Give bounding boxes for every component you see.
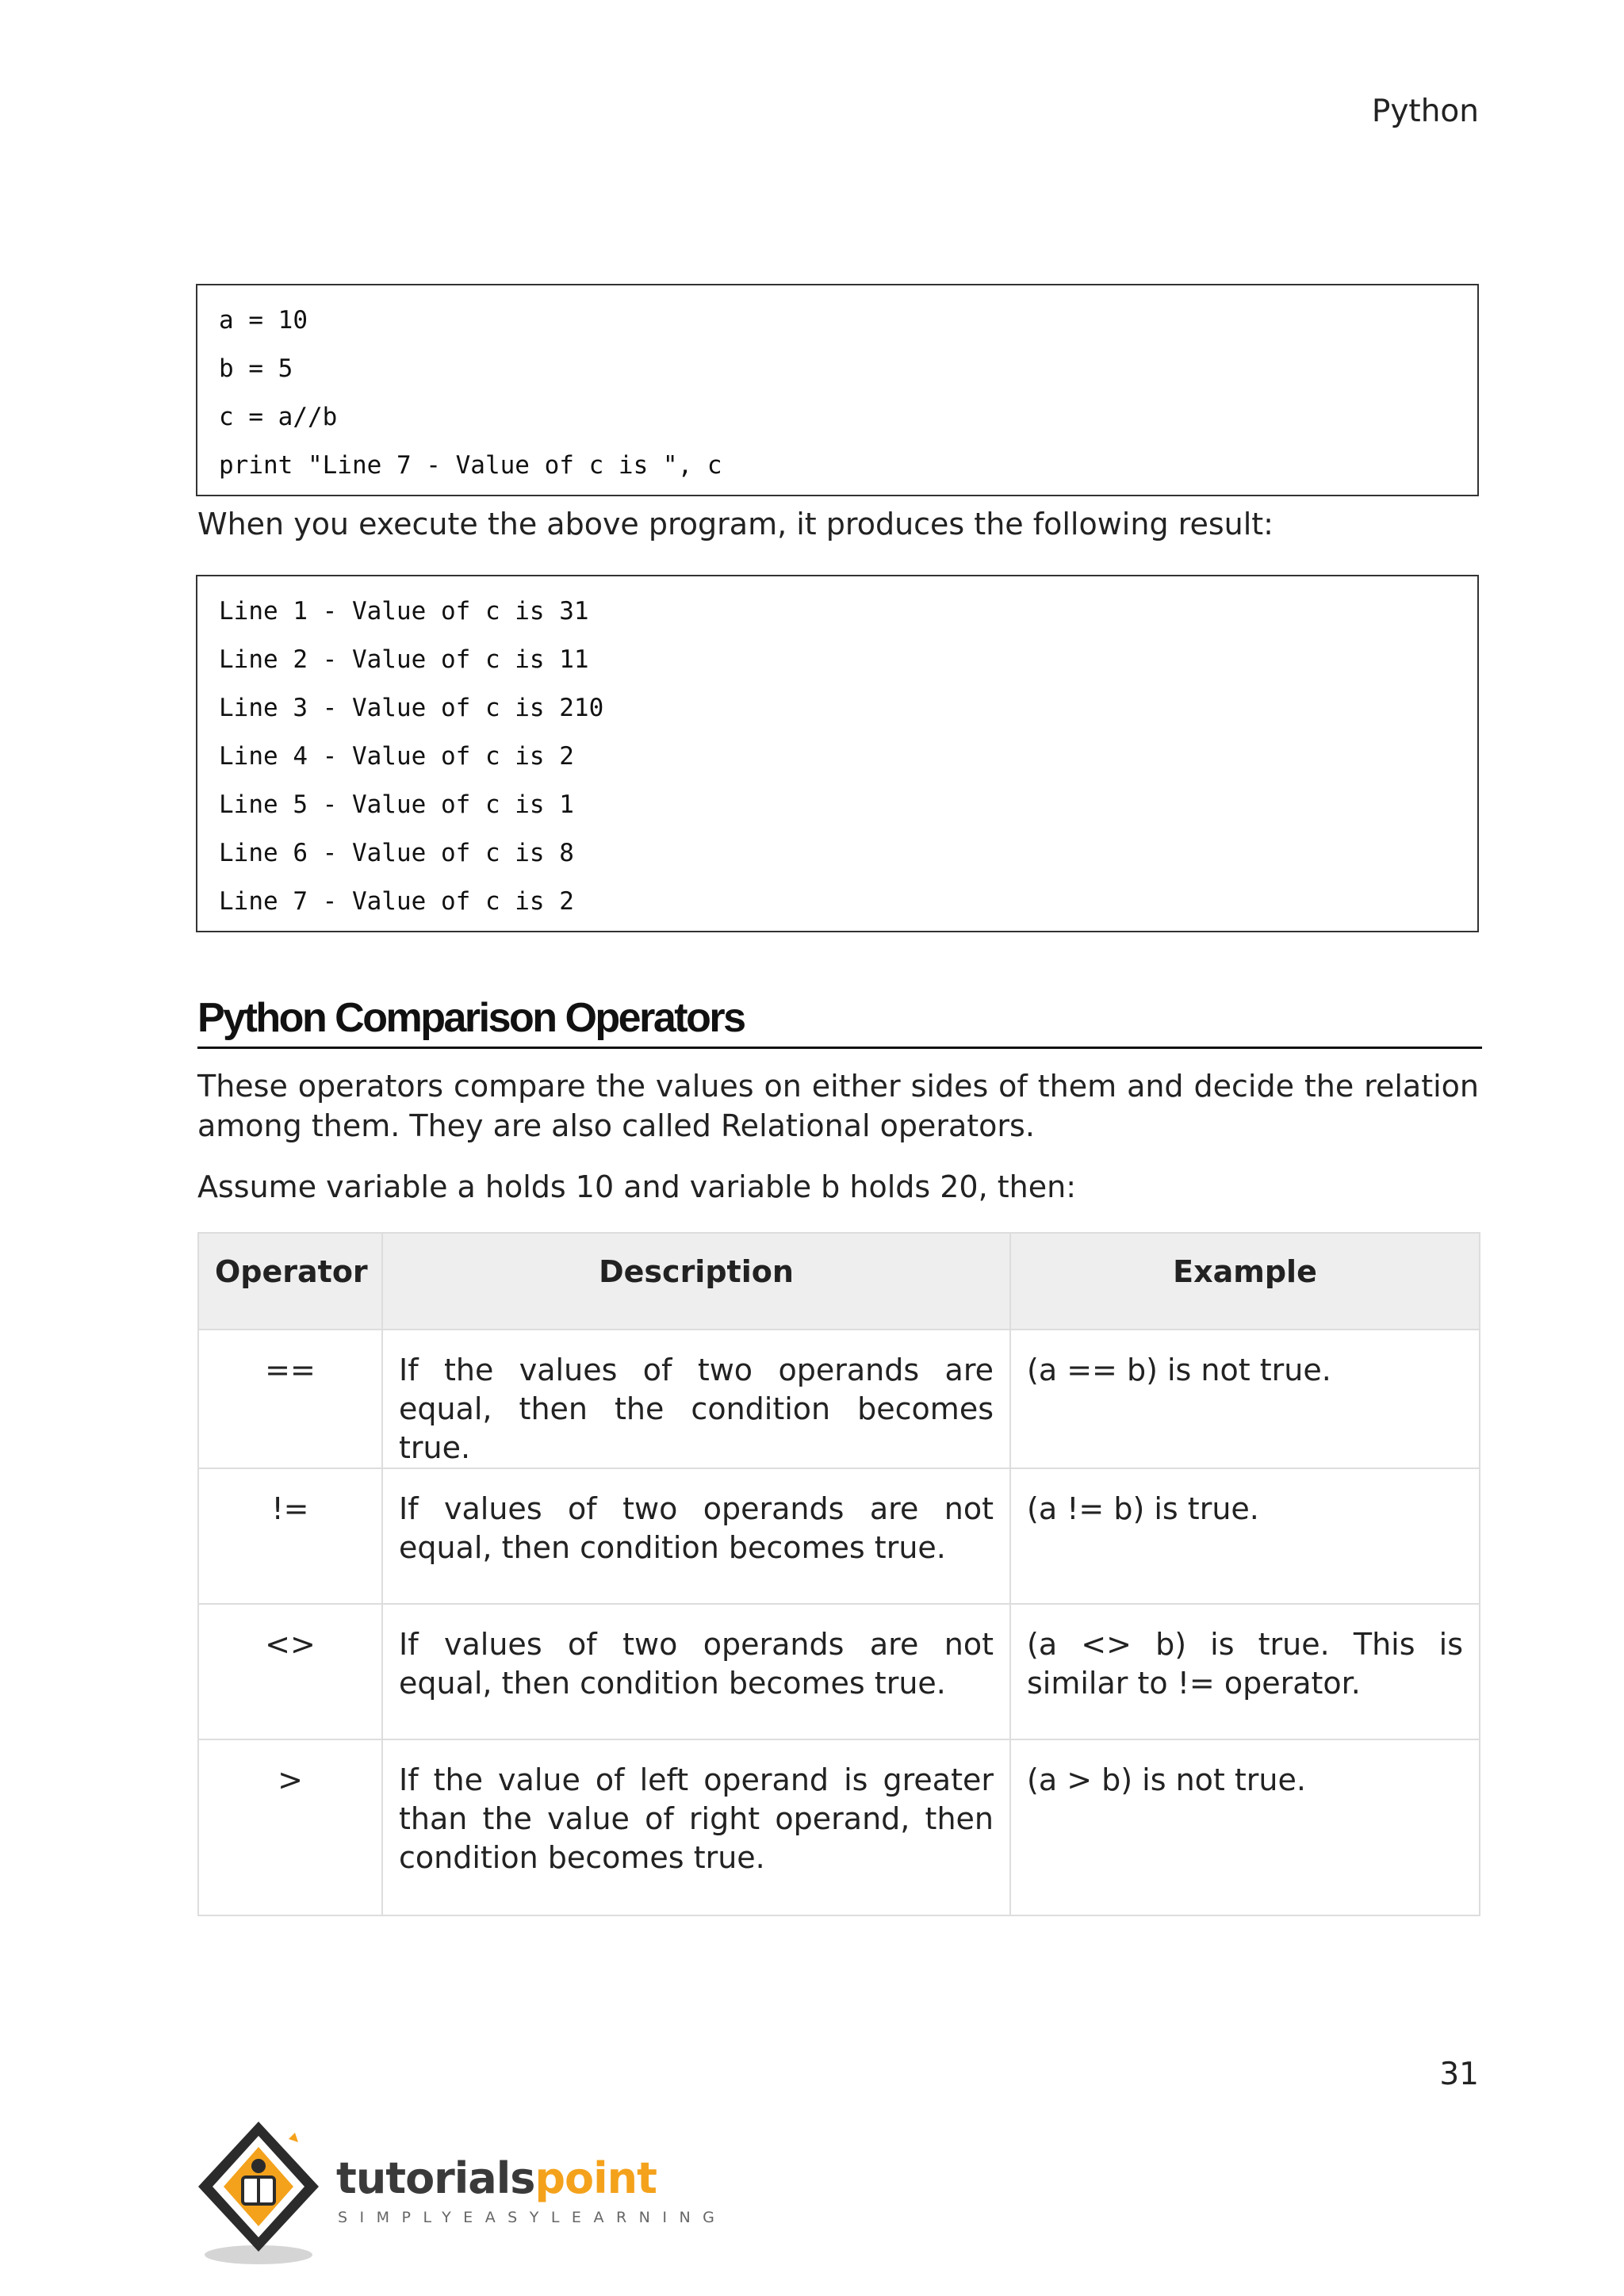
output-line: Line 1 - Value of c is 31 xyxy=(219,597,589,626)
logo-wordmark xyxy=(336,2155,657,2202)
page-number: 31 xyxy=(1439,2057,1479,2092)
code-line: b = 5 xyxy=(219,354,293,383)
output-line: Line 3 - Value of c is 210 xyxy=(219,694,604,722)
operator-cell: <> xyxy=(198,1604,382,1739)
description-cell: If the values of two operands are equal, then the condition becomes true. xyxy=(382,1330,1010,1468)
example-cell: (a <> b) is true. This is similar to != operator. xyxy=(1010,1604,1480,1739)
logo-tagline: SIMPLYEASYLEARNING xyxy=(338,2209,727,2226)
output-line: Line 5 - Value of c is 1 xyxy=(219,790,574,819)
output-line: Line 7 - Value of c is 2 xyxy=(219,887,574,916)
logo-word-point: point xyxy=(534,2153,657,2203)
code-block xyxy=(196,284,1479,496)
output-block xyxy=(196,575,1479,932)
table-row xyxy=(198,1468,1480,1604)
section-intro: These operators compare the values on either sides of them and decide the relation among them. They are also called Relational operators. xyxy=(197,1069,1479,1143)
output-line: Line 4 - Value of c is 2 xyxy=(219,742,574,771)
operator-cell: == xyxy=(198,1330,382,1468)
logo-diamond-icon xyxy=(195,2115,338,2274)
operators-table xyxy=(197,1232,1480,1916)
operator-cell: != xyxy=(198,1468,382,1604)
header-example: Example xyxy=(1010,1233,1480,1330)
running-header: Python xyxy=(1371,94,1479,129)
description-cell: If values of two operands are not equal, then condition becomes true. xyxy=(382,1604,1010,1739)
header-description: Description xyxy=(382,1233,1010,1330)
code-line: a = 10 xyxy=(219,306,308,335)
table-row xyxy=(198,1739,1480,1915)
logo-word-tutorials: tutorials xyxy=(336,2153,535,2203)
header-operator: Operator xyxy=(198,1233,382,1330)
output-line: Line 6 - Value of c is 8 xyxy=(219,839,574,867)
tutorialspoint-logo xyxy=(195,2115,727,2274)
description-cell: If values of two operands are not equal, then condition becomes true. xyxy=(382,1468,1010,1604)
example-cell: (a != b) is true. xyxy=(1010,1468,1480,1604)
output-line: Line 2 - Value of c is 11 xyxy=(219,645,589,674)
code-line: c = a//b xyxy=(219,403,338,431)
result-intro: When you execute the above program, it produces the following result: xyxy=(197,507,1274,541)
table-row xyxy=(198,1604,1480,1739)
description-cell: If the value of left operand is greater than the value of right operand, then condition becomes true. xyxy=(382,1739,1010,1915)
example-cell: (a > b) is not true. xyxy=(1010,1739,1480,1915)
table-header-row xyxy=(198,1233,1480,1330)
code-line: print "Line 7 - Value of c is ", c xyxy=(219,451,722,480)
section-heading: Python Comparison Operators xyxy=(197,993,1482,1049)
operator-cell: > xyxy=(198,1739,382,1915)
table-row xyxy=(198,1330,1480,1468)
assume-text: Assume variable a holds 10 and variable b holds 20, then: xyxy=(197,1169,1077,1204)
example-cell: (a == b) is not true. xyxy=(1010,1330,1480,1468)
